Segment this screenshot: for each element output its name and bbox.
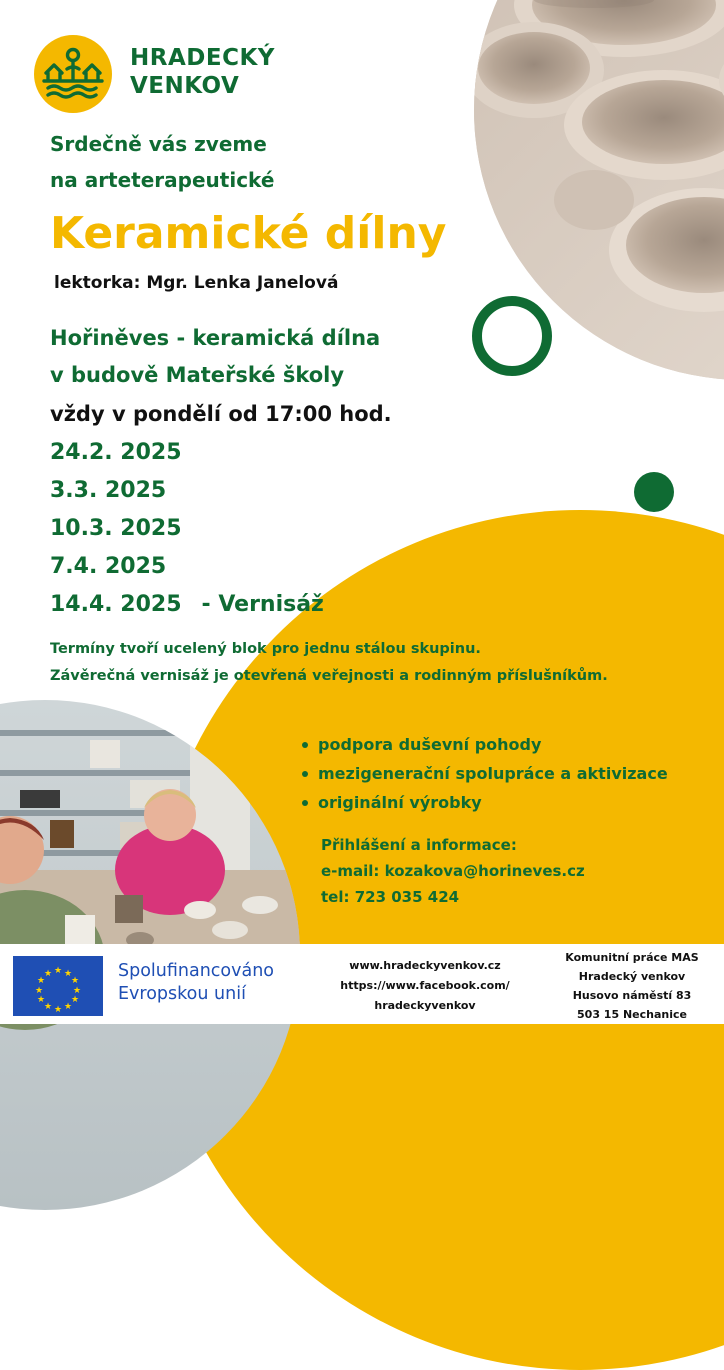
addr-line-3: Husovo náměstí 83 bbox=[572, 989, 692, 1002]
schedule-time: vždy v pondělí od 17:00 hod. bbox=[50, 402, 392, 426]
date-item: 7.4. 2025 bbox=[50, 554, 167, 579]
contact-email[interactable]: e-mail: kozakova@horineves.cz bbox=[321, 862, 585, 880]
web-links bbox=[330, 956, 520, 1016]
svg-text:★: ★ bbox=[36, 976, 46, 986]
benefits-list bbox=[300, 730, 668, 817]
decorative-green-ring bbox=[472, 296, 552, 376]
svg-text:★: ★ bbox=[53, 1005, 63, 1015]
decorative-green-dot bbox=[634, 472, 674, 512]
website-link[interactable]: www.hradeckyvenkov.cz bbox=[349, 959, 501, 972]
venue-line-1: Hořiněves - keramická dílna bbox=[50, 326, 381, 350]
facebook-link-handle[interactable]: hradeckyvenkov bbox=[374, 999, 476, 1012]
brand-name bbox=[130, 44, 275, 100]
eu-flag-icon bbox=[13, 956, 103, 1016]
contact-phone[interactable]: tel: 723 035 424 bbox=[321, 888, 460, 906]
invite-line-1: Srdečně vás zveme bbox=[50, 132, 267, 156]
date-item: 14.4. 2025 bbox=[50, 592, 182, 617]
svg-text:★: ★ bbox=[63, 969, 73, 979]
date-list bbox=[50, 434, 324, 624]
program-note bbox=[50, 636, 608, 690]
venue-line-2: v budově Mateřské školy bbox=[50, 363, 345, 387]
date-item: 3.3. 2025 bbox=[50, 478, 167, 503]
brand-line-1: HRADECKÝ bbox=[130, 45, 275, 71]
svg-text:★: ★ bbox=[53, 966, 63, 976]
invitation-text bbox=[50, 126, 274, 198]
eu-line-2: Evropskou unií bbox=[118, 984, 246, 1004]
date-item-last bbox=[50, 586, 324, 624]
page-title: Keramické dílny bbox=[50, 208, 447, 259]
contact-heading: Přihlášení a informace: bbox=[321, 836, 517, 854]
addr-line-1: Komunitní práce MAS bbox=[565, 951, 699, 964]
invite-line-2: na arteterapeutické bbox=[50, 168, 275, 192]
svg-text:★: ★ bbox=[43, 1002, 53, 1012]
benefit-item: originální výrobky bbox=[300, 788, 668, 817]
logo-icon bbox=[34, 35, 112, 113]
venue bbox=[50, 320, 380, 394]
svg-text:★: ★ bbox=[34, 986, 44, 996]
svg-text:★: ★ bbox=[72, 986, 82, 996]
benefit-item: mezigenerační spolupráce a aktivizace bbox=[300, 759, 668, 788]
eu-line-1: Spolufinancováno bbox=[118, 961, 275, 981]
address bbox=[552, 948, 712, 1024]
svg-text:★: ★ bbox=[43, 969, 53, 979]
facebook-link[interactable]: https://www.facebook.com/ bbox=[340, 979, 510, 992]
date-item: 24.2. 2025 bbox=[50, 440, 182, 465]
svg-text:★: ★ bbox=[70, 995, 80, 1005]
addr-line-4: 503 15 Nechanice bbox=[577, 1008, 687, 1021]
svg-text:★: ★ bbox=[70, 976, 80, 986]
date-item: 10.3. 2025 bbox=[50, 516, 182, 541]
note-line-2: Závěrečná vernisáž je otevřená veřejnosti a rodinným příslušníkům. bbox=[50, 668, 608, 684]
lector-name: lektorka: Mgr. Lenka Janelová bbox=[54, 273, 339, 293]
addr-line-2: Hradecký venkov bbox=[578, 970, 686, 983]
benefit-item: podpora duševní pohody bbox=[300, 730, 668, 759]
note-line-1: Termíny tvoří ucelený blok pro jednu stálou skupinu. bbox=[50, 641, 481, 657]
vernisage-label: - Vernisáž bbox=[201, 592, 324, 617]
footer bbox=[0, 944, 724, 1024]
brand-line-2: VENKOV bbox=[130, 73, 240, 99]
contact-info bbox=[321, 832, 585, 910]
svg-text:★: ★ bbox=[63, 1002, 73, 1012]
svg-text:★: ★ bbox=[36, 995, 46, 1005]
eu-cofunding-text bbox=[118, 960, 274, 1006]
